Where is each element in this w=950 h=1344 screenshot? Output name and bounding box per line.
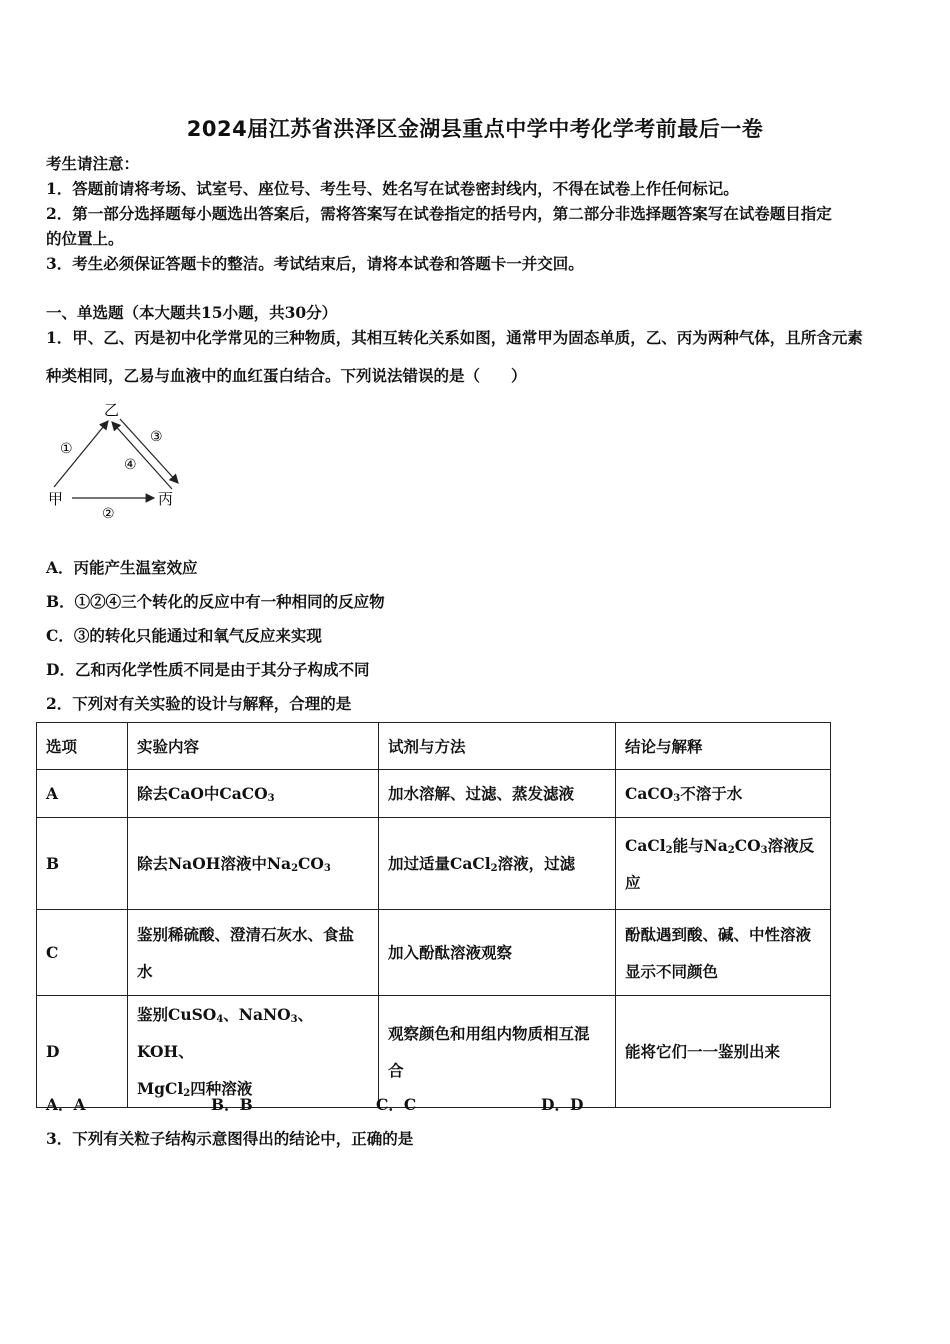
table-row	[37, 818, 831, 910]
label-3: ③	[150, 429, 163, 445]
label-4: ④	[124, 457, 137, 473]
row-b-conclusion: CaCl$_2$能与$Na_2CO_3$溶液反 应	[616, 818, 831, 910]
notice-heading: 考生请注意：	[46, 154, 140, 173]
header-conclusion: 结论与解释	[616, 723, 831, 770]
row-b-method: 加过适量CaCl$_2$溶液，过滤	[379, 818, 616, 910]
q1-option-a: A．丙能产生温室效应	[46, 558, 198, 577]
table-header-row	[37, 723, 831, 770]
notice-item-2-cont: 的位置上。	[46, 229, 124, 248]
row-a-method: 加水溶解、过滤、蒸发滤液	[379, 770, 616, 818]
row-c-content: 鉴别稀硫酸、澄清石灰水、食盐 水	[128, 910, 379, 996]
q2-answer-b: B．B	[211, 1095, 253, 1114]
row-d-option: D	[37, 996, 128, 1108]
header-method: 试剂与方法	[379, 723, 616, 770]
q1-option-c: C．③的转化只能通过和氧气反应来实现	[46, 626, 322, 645]
row-c-conclusion: 酚酞遇到酸、碱、中性溶液 显示不同颜色	[616, 910, 831, 996]
row-a-option: A	[37, 770, 128, 818]
label-2: ②	[102, 506, 115, 522]
node-yi: 乙	[104, 401, 120, 419]
row-b-content: 除去NaOH溶液中$Na_2CO_3$	[128, 818, 379, 910]
row-d-conclusion: 能将它们一一鉴别出来	[616, 996, 831, 1108]
page-title: 2024届江苏省洪泽区金湖县重点中学中考化学考前最后一卷	[186, 117, 764, 141]
row-c-method: 加入酚酞溶液观察	[379, 910, 616, 996]
row-a-conclusion: CaCO$_3$不溶于水	[616, 770, 831, 818]
node-bing: 丙	[158, 490, 174, 508]
table-row	[37, 910, 831, 996]
q2-stem: 2．下列对有关实验的设计与解释，合理的是	[46, 694, 352, 713]
q2-answer-c: C．C	[376, 1095, 417, 1114]
section-heading: 一、单选题（本大题共15小题，共30分）	[46, 303, 338, 322]
arrow-3	[120, 419, 178, 483]
q1-option-d: D．乙和丙化学性质不同是由于其分子构成不同	[46, 660, 370, 679]
q1-stem-line2: 种类相同，乙易与血液中的血红蛋白结合。下列说法错误的是（ ）	[46, 366, 527, 385]
arrow-4	[112, 422, 172, 489]
label-1: ①	[60, 441, 73, 457]
q1-conversion-diagram	[44, 395, 194, 525]
header-option: 选项	[37, 723, 128, 770]
q2-answer-options	[46, 1093, 583, 1115]
q1-option-b: B．①②④三个转化的反应中有一种相同的反应物	[46, 592, 385, 611]
row-d-content: 鉴别CuSO$_4$、NaNO$_3$、KOH、 MgCl$_2$四种溶液	[128, 996, 379, 1108]
notice-item-2: 2．第一部分选择题每小题选出答案后，需将答案写在试卷指定的括号内，第二部分非选择题答案写在试卷题目指定	[46, 204, 832, 223]
q1-stem-line1: 1．甲、乙、丙是初中化学常见的三种物质，其相互转化关系如图，通常甲为固态单质，乙、丙为两种气体，且所含元素	[46, 328, 863, 347]
notice-item-1: 1．答题前请将考场、试室号、座位号、考生号、姓名写在试卷密封线内，不得在试卷上作任何标记。	[46, 179, 739, 198]
q2-answer-d: D．D	[541, 1095, 584, 1114]
row-d-method: 观察颜色和用组内物质相互混 合	[379, 996, 616, 1108]
row-a-content: 除去CaO中CaCO$_3$	[128, 770, 379, 818]
notice-item-3: 3．考生必须保证答题卡的整洁。考试结束后，请将本试卷和答题卡一并交回。	[46, 254, 584, 273]
table-row	[37, 996, 831, 1108]
table-row	[37, 770, 831, 818]
row-c-option: C	[37, 910, 128, 996]
header-content: 实验内容	[128, 723, 379, 770]
q2-answer-a: A．A	[46, 1095, 86, 1114]
row-b-option: B	[37, 818, 128, 910]
node-jia: 甲	[48, 490, 64, 508]
q2-table	[36, 722, 831, 1108]
q3-stem: 3．下列有关粒子结构示意图得出的结论中，正确的是	[46, 1129, 414, 1148]
